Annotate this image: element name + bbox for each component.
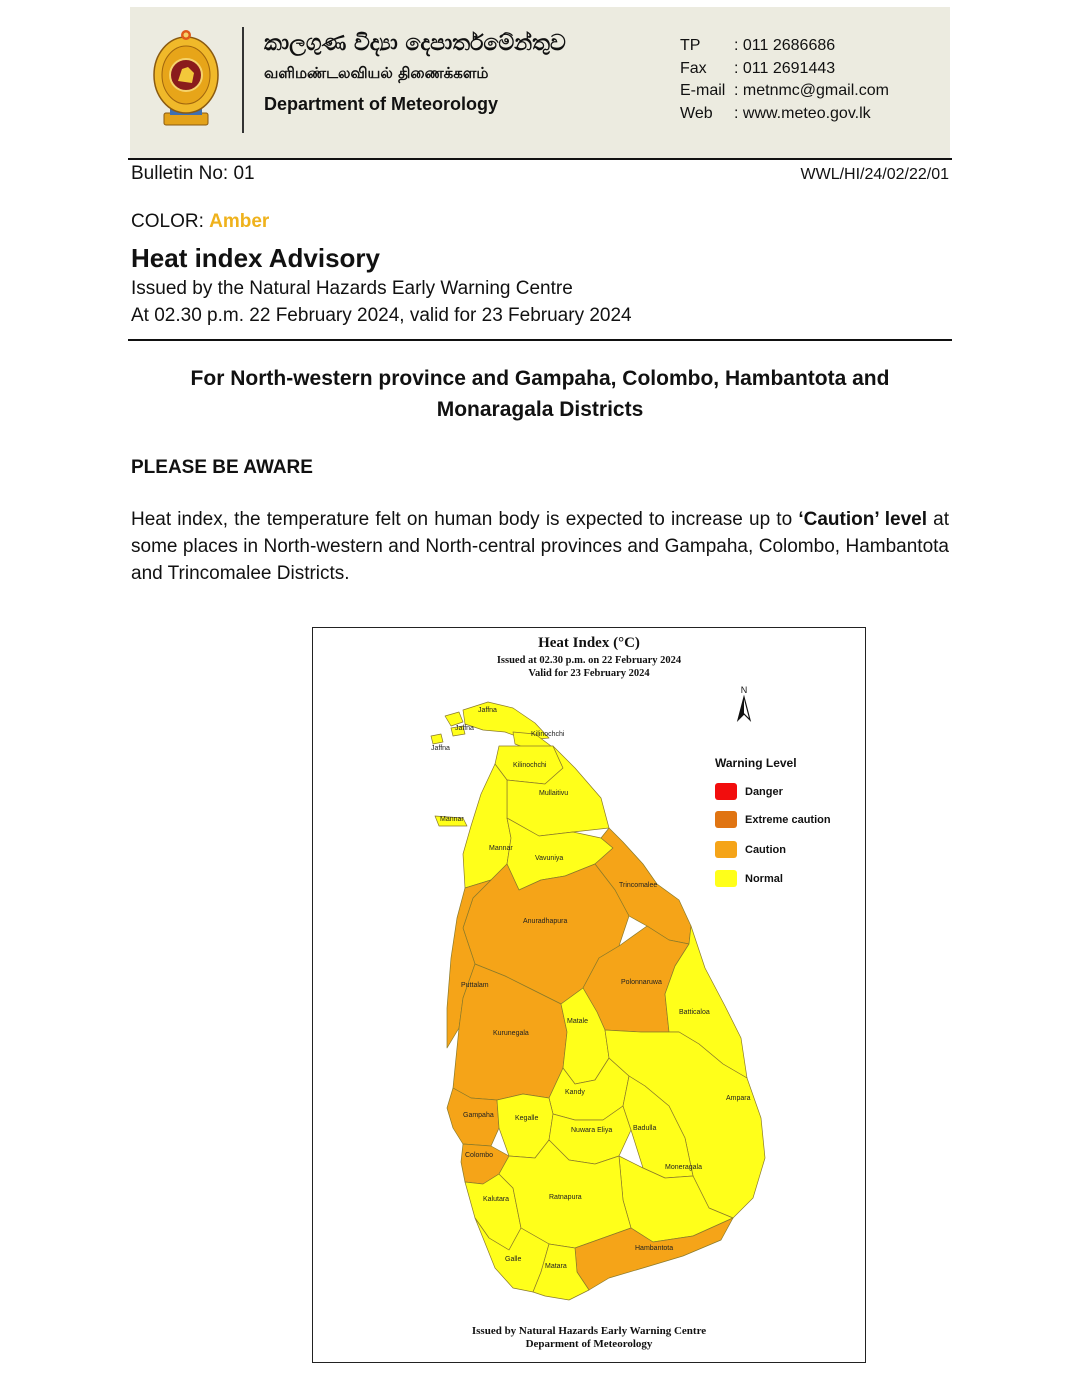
contact-web: [680, 103, 889, 126]
legend-swatch: [715, 783, 737, 800]
contact-email: [680, 80, 889, 103]
contact-phone: [680, 35, 889, 58]
contact-label: Fax: [680, 59, 707, 77]
district-label: Kandy: [565, 1089, 585, 1096]
issued-at: At 02.30 p.m. 22 February 2024, valid for 23 February 2024: [131, 305, 632, 326]
district-label: Ampara: [726, 1095, 751, 1102]
district-label: Jaffna: [478, 707, 497, 714]
legend-label: Extreme caution: [745, 813, 831, 826]
district-label: Badulla: [633, 1125, 657, 1132]
legend-danger: [715, 783, 783, 800]
contact-value[interactable]: : www.meteo.gov.lk: [734, 104, 871, 122]
region-subheading: [150, 363, 930, 425]
district-label: Trincomalee: [619, 882, 658, 889]
district-label: Vavuniya: [535, 855, 564, 862]
legend-extreme-caution: [715, 811, 831, 828]
legend-label: Normal: [745, 872, 783, 885]
district-label: Batticaloa: [679, 1009, 710, 1016]
legend-normal: [715, 870, 783, 887]
para-text: Heat index, the temperature felt on human body is expected to increase up to: [131, 509, 799, 530]
subheading-line-1: For North-western province and Gampaha, Colombo, Hambantota and: [190, 367, 890, 390]
legend-swatch: [715, 870, 737, 887]
district-label: Kilinochchi: [531, 731, 565, 738]
district-label: Gampaha: [463, 1112, 494, 1119]
district-label: Kegalle: [515, 1115, 539, 1122]
department-name-sinhala: කාලගුණ විද්‍යා දෙපාර්තමේන්තුව: [264, 31, 566, 56]
north-label: N: [740, 685, 748, 695]
aware-heading: PLEASE BE AWARE: [131, 457, 313, 478]
issued-by: Issued by the Natural Hazards Early Warning Centre: [131, 278, 573, 299]
bulletin-number: Bulletin No: 01: [131, 163, 255, 184]
district-label: Galle: [505, 1256, 522, 1263]
map-footer-issued: Issued by Natural Hazards Early Warning Centre: [471, 1325, 707, 1337]
title-rule: [128, 339, 952, 341]
district-label: Matara: [545, 1263, 567, 1270]
district-label: Puttalam: [461, 982, 489, 989]
district-label: Kalutara: [483, 1196, 510, 1203]
contact-fax: [680, 58, 889, 81]
color-label: COLOR:: [131, 211, 204, 232]
government-emblem-icon: [150, 25, 222, 130]
advisory-title: Heat index Advisory: [131, 243, 381, 273]
map-footer-department: Deparment of Meteorology: [525, 1338, 653, 1350]
department-names: [264, 31, 566, 115]
contact-block: [680, 35, 889, 125]
contact-value[interactable]: : metnmc@gmail.com: [734, 82, 889, 99]
para-text-end: at some places in North-western and North-central provinces and Gampaha, Colombo, Hambantota and Trincomalee Districts.: [131, 509, 950, 584]
header-divider: [242, 27, 244, 133]
legend-label: Caution: [745, 843, 786, 856]
district-label: Nuwara Eliya: [571, 1127, 613, 1134]
legend-swatch: [715, 811, 737, 828]
legend-caution: [715, 841, 786, 858]
district-label: Polonnaruwa: [621, 979, 662, 986]
district-jaffna-islet-2: [431, 734, 443, 744]
subheading-line-2: Monaragala Districts: [436, 398, 644, 421]
map-title: Heat Index (°C): [538, 635, 640, 651]
district-label: Colombo: [465, 1152, 494, 1159]
district-label: Anuradhapura: [523, 918, 568, 925]
para-caution-level: ‘Caution’ level: [798, 509, 927, 530]
district-label: Matale: [567, 1018, 589, 1025]
legend-swatch: [715, 841, 737, 858]
map-valid: Valid for 23 February 2024: [528, 668, 650, 679]
north-arrow-icon: [733, 684, 755, 724]
district-label: Jaffna: [455, 725, 474, 732]
color-value: Amber: [209, 211, 270, 232]
contact-label: E-mail: [680, 82, 726, 99]
contact-label: Web: [680, 104, 713, 122]
district-label: Mannar: [489, 845, 513, 852]
contact-value: : 011 2686686: [734, 37, 836, 54]
advisory-paragraph: [131, 506, 949, 587]
contact-value: : 011 2691443: [734, 59, 836, 77]
department-name-tamil: வளிமண்டலவியல் திணைக்களம்: [264, 64, 489, 82]
district-label: Moneragala: [665, 1164, 702, 1171]
district-label: Ratnapura: [549, 1194, 582, 1201]
sri-lanka-map: [313, 628, 865, 1362]
district-label: Jaffna: [431, 745, 450, 752]
bulletin-reference: WWL/HI/24/02/22/01: [800, 166, 949, 183]
legend-label: Danger: [745, 785, 783, 798]
district-label: Kilinochchi: [513, 762, 547, 769]
district-label: Mullaitivu: [539, 790, 569, 797]
district-label: Hambantota: [635, 1245, 674, 1252]
district-label: Mannar: [440, 816, 464, 823]
district-label: Kurunegala: [493, 1030, 529, 1037]
legend-title: Warning Level: [715, 756, 797, 770]
map-issued: Issued at 02.30 p.m. on 22 February 2024: [496, 655, 682, 666]
heat-index-map: [312, 627, 866, 1363]
department-name-english: Department of Meteorology: [264, 94, 499, 114]
header-rule: [128, 158, 952, 160]
letterhead: [130, 7, 950, 159]
color-line: [131, 211, 269, 233]
district-jaffna-islet-1: [445, 712, 463, 726]
contact-label: TP: [680, 37, 701, 54]
